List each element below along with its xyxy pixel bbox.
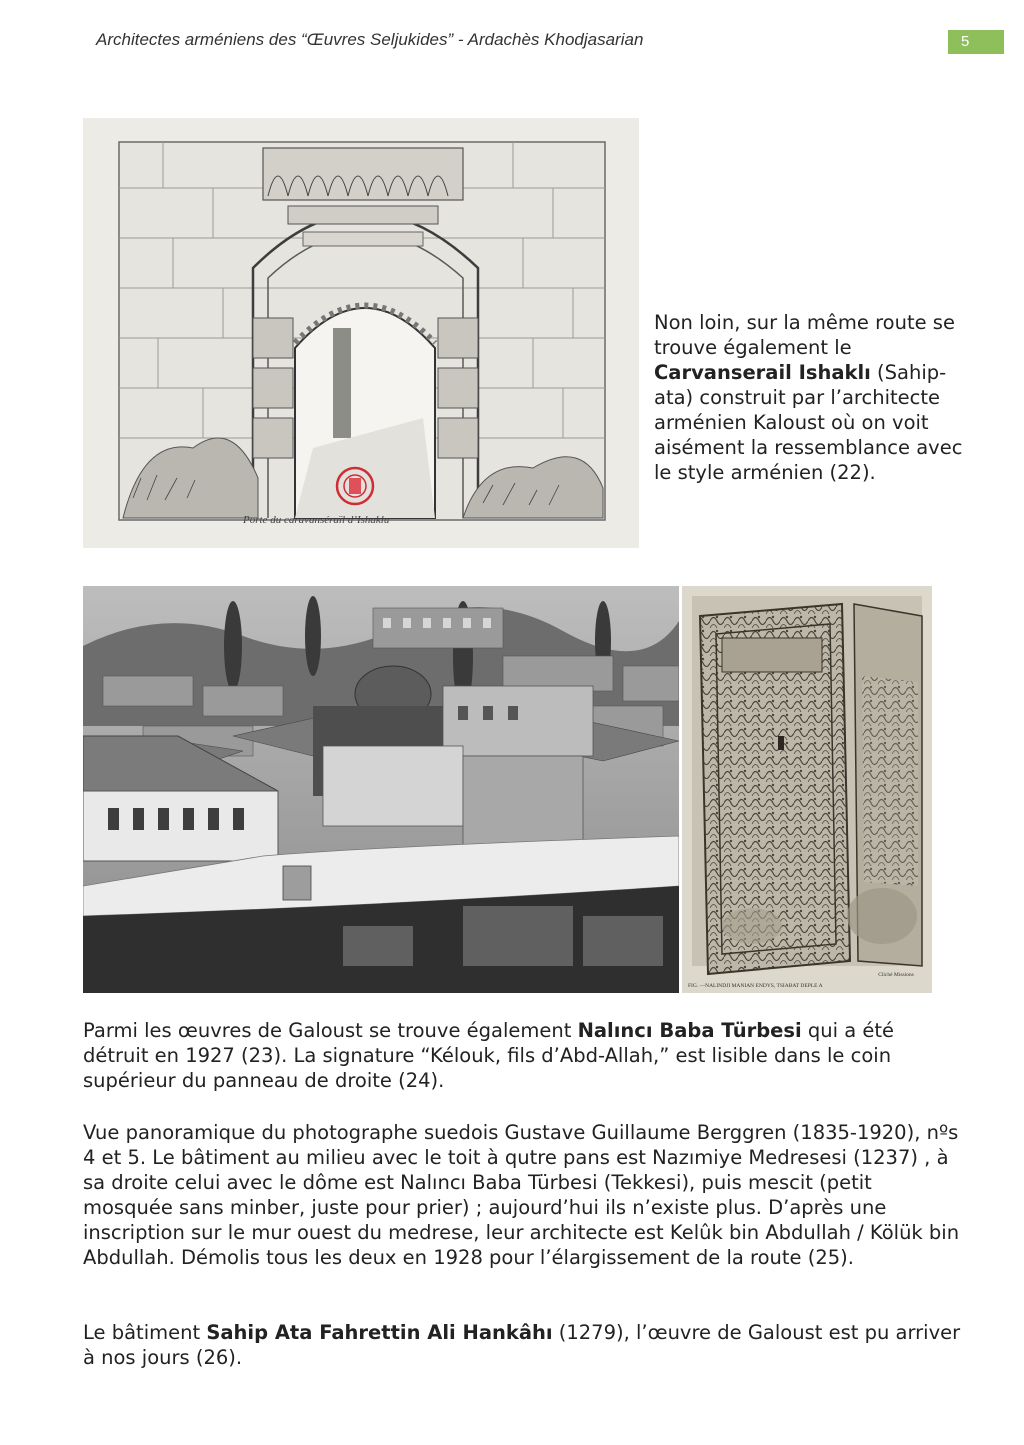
panel-photo-caption: FIG. —NALINDJI MANIAN ENDYS, TSIABAT DEPLE A xyxy=(688,983,823,989)
paragraph-panoramic-view xyxy=(83,1120,963,1270)
paragraph-2-text: Vue panoramique du photographe suedois Gustave Guillaume Berggren (1835-1920), nºs 4 et 5. Le bâtiment au milieu avec le toit à qutre pans est Nazımiye Medresesi (1237) , à sa droite celui avec le dôme est Nalıncı Baba Türbesi (Tekkesi), puis mescit (petit mosquée sans minber, juste pour prier) ; aujourd’hui ils n’existe plus. D’après une inscription sur le mur ouest du medrese, leur architecte est Kelûk bin Abdullah / Kölük bin Abdullah. Démolis tous les deux en 1928 pour l’élargissement de la route (25). xyxy=(83,1121,960,1269)
panel-photo-credit: Cliché Missions xyxy=(878,972,914,978)
engraving-caption: Porte du caravanséraïl d’Ishaklu xyxy=(243,514,390,526)
panoramic-town-photograph xyxy=(83,586,679,993)
side-text-intro: Non loin, sur la même route se trouve également le xyxy=(654,311,955,359)
paragraph-3-intro: Le bâtiment xyxy=(83,1321,207,1344)
side-text-rest: (Sahip-ata) construit par l’architecte arménien Kaloust où on voit aisément la ressemblance avec le style arménien (22). xyxy=(654,361,963,484)
caravanserai-description xyxy=(654,310,984,485)
paragraph-1-highlight: Nalıncı Baba Türbesi xyxy=(577,1019,802,1042)
caravanserai-gate-engraving xyxy=(83,118,639,548)
paragraph-3-rest: (1279), l’œuvre de Galoust est pu arriver à nos jours (26). xyxy=(83,1321,961,1369)
carved-panel-photograph xyxy=(682,586,932,993)
paragraph-1-intro: Parmi les œuvres de Galoust se trouve également xyxy=(83,1019,578,1042)
paragraph-3-highlight: Sahip Ata Fahrettin Ali Hankâhı xyxy=(206,1321,553,1344)
paragraph-sahip-ata xyxy=(83,1320,963,1370)
paragraph-1-rest: qui a été détruit en 1927 (23). La signature “Kélouk, fils d’Abd-Allah,” est lisible dans le coin supérieur du panneau de droite (24). xyxy=(83,1019,895,1092)
page-number-badge: 5 xyxy=(948,30,1004,54)
paragraph-nalinci-baba xyxy=(83,1018,963,1093)
page-header-title: Architectes arméniens des “Œuvres Seljukides” - Ardachès Khodjasarian xyxy=(96,30,644,49)
side-text-highlight: Carvanserail Ishaklı xyxy=(654,361,871,384)
